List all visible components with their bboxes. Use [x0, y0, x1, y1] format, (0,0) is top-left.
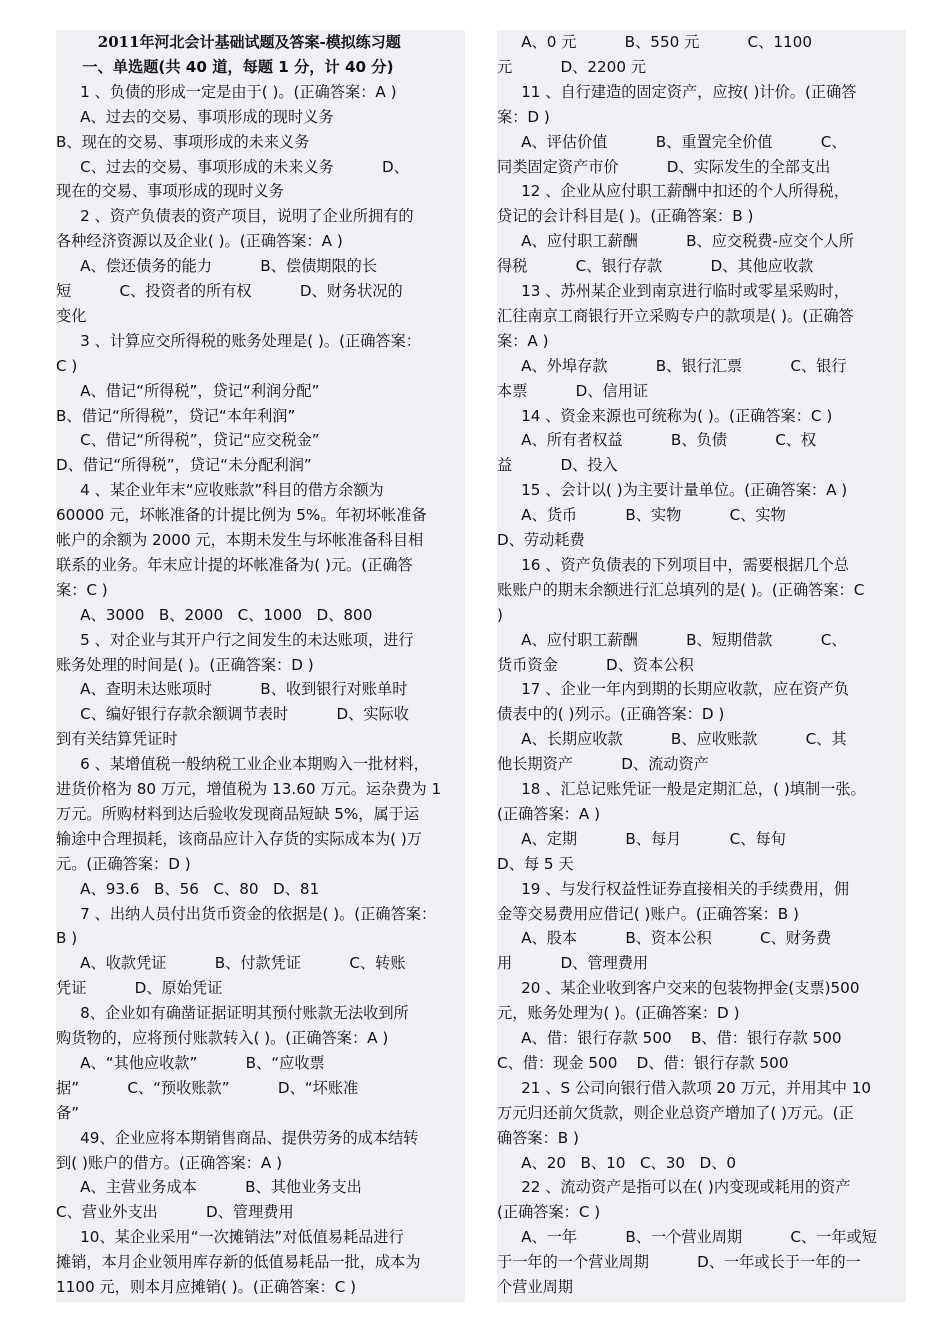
text-line: A、主营业务成本 B、其他业务支出	[56, 1178, 362, 1197]
text-line: 债表中的( )列示。(正确答案：D )	[497, 705, 725, 724]
text-line: A、0 元 B、550 元 C、1100	[497, 33, 812, 51]
text-line: C )	[56, 356, 78, 375]
text-line: 输途中合理损耗，该商品应计入存货的实际成本为( )万	[56, 829, 422, 848]
text-line: A、过去的交易、事项形成的现时义务	[56, 107, 334, 126]
text-line: 11 、自行建造的固定资产，应按( )计价。(正确答	[497, 82, 857, 101]
text-line: A、应付职工薪酬 B、短期借款 C、	[497, 630, 847, 649]
text-line: D、每 5 天	[497, 854, 574, 873]
text-line: 4 、某企业年末“应收账款”科目的借方余额为	[56, 481, 384, 500]
text-line: 贷记的会计科目是( )。(正确答案：B )	[497, 207, 754, 226]
text-line: 49、企业应将本期销售商品、提供劳务的成本结转	[56, 1128, 419, 1147]
text-line: A、收款凭证 B、付款凭证 C、转账	[56, 954, 406, 973]
text-line: 货币资金 D、资本公积	[497, 655, 694, 674]
text-line: A、偿还债务的能力 B、偿债期限的长	[56, 257, 378, 276]
text-line: 益 D、投入	[497, 456, 618, 475]
text-line: 本票 D、信用证	[497, 381, 649, 400]
text-line: 于一年的一个营业周期 D、一年或长于一年的一	[497, 1253, 861, 1272]
text-line: 汇往南京工商银行开立采购专户的款项是( )。(正确答	[497, 306, 854, 325]
text-line: B、借记“所得税”，贷记“本年利润”	[56, 406, 296, 425]
text-line: 摊销，本月企业领用库存新的低值易耗品一批，成本为	[56, 1253, 421, 1272]
text-line: 凭证 D、原始凭证	[56, 979, 223, 998]
text-line: 进货价格为 80 万元，增值税为 13.60 万元。运杂费为 1	[56, 780, 442, 798]
text-line: 购货物的，应将预付账款转入( )。(正确答案：A )	[56, 1029, 389, 1047]
text-line: )	[497, 605, 503, 624]
text-line: 账务处理的时间是( )。(正确答案：D )	[56, 655, 314, 674]
text-line: A、20 B、10 C、30 D、0	[497, 1153, 737, 1172]
right-column	[497, 30, 906, 1302]
text-line: 15 、会计以( )为主要计量单位。(正确答案：A )	[497, 481, 848, 500]
text-line: 元。(正确答案：D )	[56, 854, 191, 873]
text-line: A、长期应收款 B、应收账款 C、其	[497, 730, 847, 749]
text-line: C、过去的交易、事项形成的未来义务 D、	[56, 157, 409, 176]
text-line: 1100 元，则本月应摊销( )。(正确答案：C )	[56, 1278, 357, 1296]
text-line: A、借记“所得税”，贷记“利润分配”	[56, 381, 320, 400]
text-line: 元 D、2200 元	[497, 57, 647, 76]
text-line: 短 C、投资者的所有权 D、财务状况的	[56, 282, 403, 300]
text-line: 案：D )	[497, 107, 550, 126]
text-line: A、3000 B、2000 C、1000 D、800	[56, 605, 373, 624]
text-line: 备”	[56, 1103, 80, 1122]
text-line: A、借：银行存款 500 B、借：银行存款 500	[497, 1029, 842, 1047]
text-line: B、现在的交易、事项形成的未来义务	[56, 132, 310, 151]
text-line: 7 、出纳人员付出货币资金的依据是( )。(正确答案：	[56, 904, 437, 923]
text-line: A、货币 B、实物 C、实物	[497, 506, 786, 525]
text-line: 同类固定资产市价 D、实际发生的全部支出	[497, 157, 831, 176]
text-line: A、外埠存款 B、银行汇票 C、银行	[497, 356, 847, 375]
text-line: 得税 C、银行存款 D、其他应收款	[497, 257, 814, 276]
section-heading: 一、单选题(共 40 道，每题 1 分，计 40 分)	[56, 57, 394, 76]
text-line: 6 、某增值税一般纳税工业企业本期购入一批材料，	[56, 755, 429, 774]
text-line: 用 D、管理费用	[497, 954, 649, 973]
text-line: 22 、流动资产是指可以在( )内变现或耗用的资产	[497, 1178, 851, 1197]
text-line: A、所有者权益 B、负债 C、权	[497, 431, 817, 450]
text-line: D、借记“所得税”，贷记“未分配利润”	[56, 456, 312, 475]
text-line: D、劳动耗费	[497, 531, 585, 549]
text-line: A、查明未达账项时 B、收到银行对账单时	[56, 680, 408, 699]
text-line: 现在的交易、事项形成的现时义务	[56, 182, 284, 201]
text-line: 账账户的期末余额进行汇总填列的是( )。(正确答案：C	[497, 580, 865, 599]
text-line: 案：A )	[497, 331, 549, 350]
text-line: 17 、企业一年内到期的长期应收款，应在资产负	[497, 680, 850, 699]
text-line: 21 、S 公司向银行借入款项 20 万元，并用其中 10	[497, 1078, 872, 1097]
text-line: A、“其他应收款” B、“应收票	[56, 1053, 325, 1072]
text-line: 万元。所购材料到达后验收发现商品短缺 5%，属于运	[56, 804, 420, 823]
text-line: 确答案：B )	[497, 1128, 579, 1147]
text-line: 12 、企业从应付职工薪酬中扣还的个人所得税，	[497, 182, 850, 201]
text-line: 到有关结算凭证时	[56, 730, 178, 749]
text-line: B )	[56, 929, 78, 948]
document-title: 2011年河北会计基础试题及答案-模拟练习题	[56, 33, 401, 51]
text-line: A、93.6 B、56 C、80 D、81	[56, 879, 320, 898]
text-line: 19 、与发行权益性证券直接相关的手续费用，佣	[497, 879, 850, 898]
text-line: C、编好银行存款余额调节表时 D、实际收	[56, 705, 409, 724]
text-line: 变化	[56, 306, 87, 325]
text-line: 20 、某企业收到客户交来的包装物押金(支票)500	[497, 979, 860, 998]
text-line: C、营业外支出 D、管理费用	[56, 1203, 294, 1222]
text-line: 元，账务处理为( )。(正确答案：D )	[497, 1004, 740, 1023]
text-line: 3 、计算应交所得税的账务处理是( )。(正确答案：	[56, 331, 421, 350]
text-line: 到( )账户的借方。(正确答案：A )	[56, 1153, 282, 1172]
text-line: A、一年 B、一个营业周期 C、一年或短	[497, 1228, 877, 1247]
text-line: 2 、资产负债表的资产项目，说明了企业所拥有的	[56, 207, 414, 226]
text-line: 60000 元，坏帐准备的计提比例为 5%。年初坏帐准备	[56, 506, 427, 525]
text-line: 他长期资产 D、流动资产	[497, 755, 709, 774]
text-line: 案：C )	[56, 580, 108, 599]
text-line: 18 、汇总记账凭证一般是定期汇总，( )填制一张。	[497, 780, 866, 798]
text-line: 8、企业如有确凿证据证明其预付账款无法收到所	[56, 1004, 409, 1023]
text-line: C、借记“所得税”，贷记“应交税金”	[56, 431, 320, 450]
text-line: 万元归还前欠货款，则企业总资产增加了( )万元。(正	[497, 1103, 854, 1122]
text-line: (正确答案：A )	[497, 804, 601, 823]
text-line: 14 、资金来源也可统称为( )。(正确答案：C )	[497, 406, 833, 425]
text-line: 10、某企业采用“一次摊销法”对低值易耗品进行	[56, 1228, 404, 1247]
text-line: 16 、资产负债表的下列项目中，需要根据几个总	[497, 555, 850, 574]
text-line: A、应付职工薪酬 B、应交税费-应交个人所	[497, 232, 854, 251]
text-line: A、评估价值 B、重置完全价值 C、	[497, 132, 847, 151]
text-line: C、借：现金 500 D、借：银行存款 500	[497, 1053, 789, 1072]
text-line: 联系的业务。年末应计提的坏帐准备为( )元。(正确答	[56, 555, 413, 574]
text-line: 各种经济资源以及企业( )。(正确答案：A )	[56, 232, 343, 251]
text-line: 据” C、“预收账款” D、“坏账准	[56, 1078, 359, 1097]
text-line: (正确答案：C )	[497, 1203, 601, 1222]
text-line: A、股本 B、资本公积 C、财务费	[497, 929, 832, 948]
left-column	[56, 30, 465, 1302]
text-line: A、定期 B、每月 C、每旬	[497, 829, 786, 848]
text-line: 5 、对企业与其开户行之间发生的未达账项，进行	[56, 630, 414, 649]
text-line: 13 、苏州某企业到南京进行临时或零星采购时，	[497, 282, 850, 300]
text-line: 帐户的余额为 2000 元，本期未发生与坏帐准备科目相	[56, 531, 424, 549]
text-line: 1 、负债的形成一定是由于( )。(正确答案：A )	[56, 82, 397, 101]
text-line: 金等交易费用应借记( )账户。(正确答案：B )	[497, 904, 799, 923]
text-line: 个营业周期	[497, 1278, 573, 1296]
